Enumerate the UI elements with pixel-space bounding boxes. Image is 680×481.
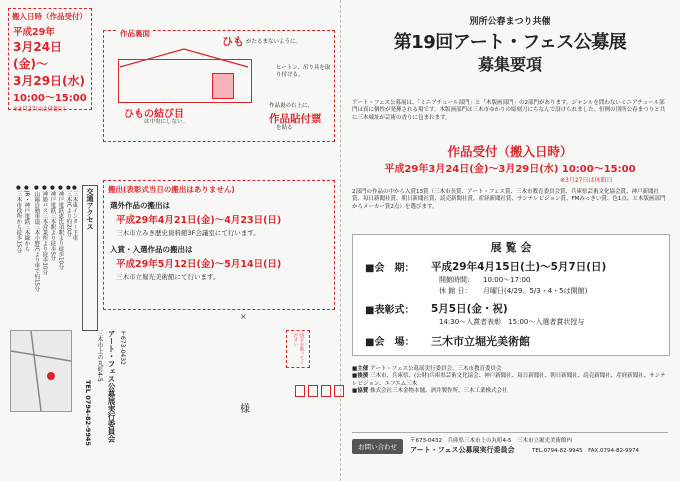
postal-code-boxes	[295, 385, 344, 397]
period-value: 平成29年4月15日(土)〜5月7日(日)	[431, 261, 607, 273]
org-row: ■後援 三木市、兵庫県、(公財)兵庫県芸術文化協会、神戸新聞社、毎日新聞社、朝日新聞社、読売新聞社、産経新聞社、サンテレビジョン、エフエム三木	[352, 373, 666, 387]
selection-dates: 平成29年4月21日(金)〜4月23日(日)	[116, 215, 282, 226]
accept-note: ※3月27日は休館日	[560, 177, 613, 184]
carry-out-box	[103, 180, 335, 310]
diagram-box	[103, 30, 335, 142]
stamp-box	[286, 330, 310, 368]
access-line-4: ●山陽自動車道三木小野ICより車で約15分	[33, 185, 40, 292]
accept-heading: 作品受付（搬入日時）	[447, 144, 573, 159]
sticker-end: を貼る	[276, 125, 293, 131]
main-title: 第19回アート・フェス公募展	[393, 32, 627, 53]
access-line-1: ●神戸電鉄恵比須駅より徒歩10分	[57, 185, 64, 270]
himo-top: ひも	[222, 35, 244, 48]
sticker-note: 作品裏の右上に、	[269, 103, 314, 109]
carry-in-time: 10:00〜15:00	[13, 93, 87, 104]
exhibition-box	[352, 234, 670, 356]
selection-title: 選外作品の搬出は	[110, 201, 170, 210]
heaton-note: ヒートン、吊り具を取り付ける。	[276, 65, 331, 79]
contact-zip: 〒673-0432 兵庫県三木市上の丸町4-5 三木市立堀光美術館内	[410, 438, 572, 444]
knot-label: ひもの結び目	[124, 109, 184, 120]
carry-in-date1: 3月24日(金)〜	[13, 40, 63, 71]
venue-value: 三木市立堀光美術館	[431, 335, 530, 348]
sticker-icon	[212, 73, 234, 99]
closed-value: 月曜日(4/29、5/3・4・5は開館)	[483, 287, 588, 295]
access-map	[10, 330, 72, 412]
winner-place: 三木市立堀光美術館にて行います。	[116, 273, 220, 281]
contact-box	[352, 432, 668, 467]
winner-dates: 平成29年5月12日(金)〜5月14日(日)	[116, 259, 282, 270]
access-line-5: ●JR・神戸電鉄三木線から	[23, 185, 30, 252]
cosponsor: 別所公春まつり共催	[469, 17, 551, 27]
subtitle: 募集要項	[477, 55, 542, 74]
knot-note: は中央にしない。	[144, 119, 189, 125]
ceremony-value: 5月5日(金・祝)	[431, 303, 508, 315]
ceremony-detail: 14:30〜入賞者表彰 15:00〜入選者賞状授与	[439, 318, 585, 326]
access-line-8: ●三木ICより約20分	[65, 185, 72, 237]
winner-title: 入賞・入選作品の搬出は	[110, 245, 193, 254]
contact-org: アート・フェス公募展実行委員会	[410, 446, 515, 454]
hours-label: 開館時間：	[439, 276, 474, 284]
carry-in-year: 平成29年	[13, 27, 55, 38]
sender-org: アート・フェス公募展実行委員会	[107, 330, 116, 443]
org-row: ■協賛 株式会社三木金物本舗、酒井製作所、三木工業株式会社	[352, 388, 508, 395]
string-icon	[118, 45, 250, 75]
sama-label: 様	[240, 404, 250, 415]
sender-tel: TEL 0794-82-9945	[84, 380, 92, 446]
accept-dates: 平成29年3月24日(金)〜3月29日(水) 10:00〜15:00	[384, 164, 636, 175]
exhibition-heading: 展 覧 会	[490, 241, 532, 254]
org-row: ■主催 アート・フェス公募展実行委員会、三木市教育委員会	[352, 366, 502, 372]
sender-zip: 〒673-0432	[119, 330, 126, 365]
access-title: 交通アクセス	[82, 185, 98, 331]
carry-in-heading: 搬入日時（作品受付）	[12, 12, 87, 21]
carry-out-heading: 搬出(表彰式当日の搬出はありません)	[108, 185, 235, 194]
map-icon	[11, 331, 71, 411]
hours-value: 10:00〜17:00	[483, 276, 531, 284]
period-label: ■会 期：	[365, 263, 415, 274]
ceremony-label: ■表彰式：	[365, 305, 415, 316]
contact-tel: TEL.0794-82-9945 FAX.0794-82-9974	[532, 448, 640, 454]
sender-addr: 三木市上の丸町4-5	[96, 330, 103, 382]
access-line-7: ●三木東インター下車	[71, 185, 78, 241]
fold-line	[340, 0, 341, 481]
selection-place: 三木市立みき歴史資料館3F会議室にて行います。	[116, 229, 260, 237]
venue-label: ■会 場：	[365, 337, 415, 348]
closed-label: 休 館 日：	[439, 287, 472, 295]
intro-text: アート・フェス公募展は、「ミニアチュール部門」と「木版画部門」の2部門があります。ジャンルを問わないミニアチュール部門は真に個性が発揮される場です。木版画部門は三木市ゆかりの彫刻刀にちなんで設けられました。恒例の別所公春まつりと共に三木城址が芸術の香りに包まれます。	[352, 100, 666, 121]
organizers	[352, 366, 668, 396]
access-line-6: ●三木市役所から徒歩15分	[15, 185, 22, 253]
access-line-3: ●神姫バス三木営業所より徒歩10分	[41, 185, 48, 275]
carry-in-box	[8, 8, 92, 113]
carry-in-date2: 3月29日(水)	[13, 74, 86, 88]
stamp-note: 切手を貼ってください	[293, 333, 304, 365]
access-line-2: ●神戸電鉄三木駅より徒歩5分	[49, 185, 56, 261]
cut-mark: ×	[240, 312, 247, 321]
contact-label: お問い合わせ	[352, 439, 403, 454]
diagram-label: 作品裏面	[120, 29, 150, 38]
carry-in-note: ※3月27日は休館日	[13, 106, 66, 113]
awards-text: 2部門の作品の中から入賞13賞（三木市長賞、アート・フェス賞、三木市教育委員会賞、兵庫県芸術文化協会賞、神戸新聞社賞、毎日新聞社賞、朝日新聞社賞、読売新聞社賞、産経新聞社賞、サンテレビジョン賞、FMみっきい賞、色1点、と木版画部門からメーカー賞2点）を選びます。	[352, 189, 666, 210]
sticker-label: 作品貼付票	[269, 113, 322, 125]
himo-top-note: がたるまないように。	[246, 39, 302, 45]
